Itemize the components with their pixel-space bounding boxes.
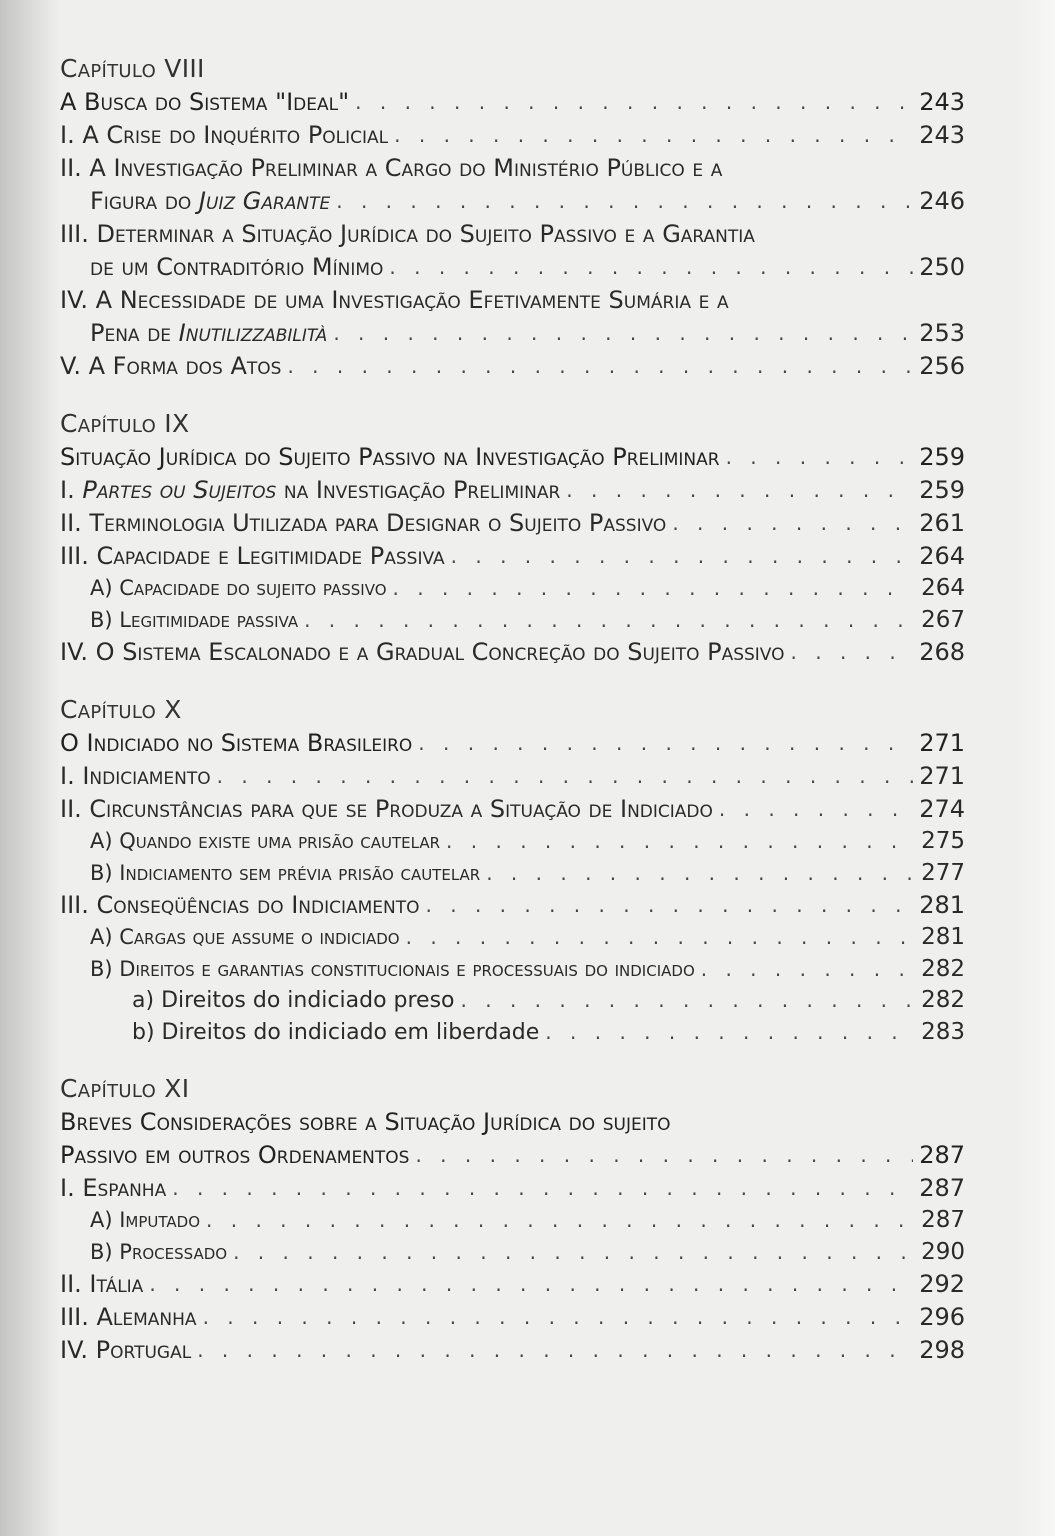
page-number: 292 <box>919 1270 965 1298</box>
leader-dots <box>701 954 913 986</box>
leader-dots <box>461 985 913 1017</box>
toc-subentry <box>60 954 965 986</box>
toc-subentry <box>60 1237 965 1269</box>
page-number: 243 <box>919 88 965 116</box>
entry-label: Figura do Juiz Garante <box>90 187 331 215</box>
toc-entry <box>60 889 965 922</box>
entry-label: III. Alemanha <box>60 1303 197 1331</box>
toc-subsubentry <box>60 985 965 1017</box>
entry-label: IV. A Necessidade de uma Investigação Efetivamente Sumária e a <box>60 286 729 314</box>
page-number: 271 <box>919 762 965 790</box>
entry-label: a) Direitos do indiciado preso <box>132 988 455 1013</box>
leader-dots <box>206 1205 913 1237</box>
chapter-title-line1 <box>60 1106 965 1139</box>
entry-label: B) Indiciamento sem prévia prisão cautelar <box>90 860 481 885</box>
page-number: 283 <box>921 1018 965 1045</box>
chapter-title: Passivo em outros Ordenamentos <box>60 1141 410 1169</box>
toc-subentry <box>60 605 965 637</box>
toc-entry <box>60 540 965 573</box>
page-gutter-shadow <box>0 0 60 1536</box>
leader-dots <box>203 1301 913 1334</box>
page-number: 281 <box>921 924 965 950</box>
chapter-title-row <box>60 86 965 119</box>
leader-dots <box>287 350 913 383</box>
chapter-label: Capítulo X <box>60 695 182 724</box>
table-of-contents <box>60 52 965 1391</box>
leader-dots <box>446 826 913 858</box>
leader-dots <box>172 1172 913 1205</box>
leader-dots <box>355 86 913 119</box>
entry-label: I. Partes ou Sujeitos na Investigação Preliminar <box>60 476 561 504</box>
chapter-title: O Indiciado no Sistema Brasileiro <box>60 729 413 757</box>
leader-dots <box>451 540 913 573</box>
toc-entry <box>60 1301 965 1334</box>
toc-subentry <box>60 858 965 890</box>
leader-dots <box>486 858 913 890</box>
entry-label: B) Processado <box>90 1239 228 1264</box>
chapter-label: Capítulo VIII <box>60 54 205 83</box>
toc-entry-line2 <box>60 317 965 350</box>
page-number: 256 <box>919 352 965 380</box>
page-number: 271 <box>919 729 965 757</box>
entry-label: I. Indiciamento <box>60 762 211 790</box>
toc-entry <box>60 474 965 507</box>
leader-dots <box>406 922 913 954</box>
chapter-title: Breves Considerações sobre a Situação Jurídica do sujeito <box>60 1108 671 1136</box>
page-number: 287 <box>921 1207 965 1233</box>
page-number: 246 <box>919 187 965 215</box>
page-number: 259 <box>919 476 965 504</box>
page-number: 253 <box>919 319 965 347</box>
entry-label: B) Direitos e garantias constitucionais e processuais do indiciado <box>90 956 695 981</box>
page-number: 264 <box>919 542 965 570</box>
leader-dots <box>545 1017 913 1049</box>
leader-dots <box>426 889 913 922</box>
page-number: 274 <box>919 795 965 823</box>
page-number: 261 <box>919 509 965 537</box>
chapter-title-row <box>60 1139 965 1172</box>
toc-entry <box>60 793 965 826</box>
chapter-ix <box>60 407 965 669</box>
toc-entry <box>60 1172 965 1205</box>
page-number: 275 <box>921 828 965 854</box>
page-number: 267 <box>921 606 965 633</box>
entry-label: de um Contraditório Mínimo <box>90 253 384 281</box>
chapter-title: Situação Jurídica do Sujeito Passivo na Investigação Preliminar <box>60 443 720 471</box>
toc-entry-line2 <box>60 185 965 218</box>
entry-label: A) Imputado <box>90 1208 201 1232</box>
page-number: 287 <box>919 1141 965 1169</box>
chapter-label: Capítulo IX <box>60 409 190 438</box>
page-number: 264 <box>921 575 965 601</box>
toc-entry <box>60 1334 965 1367</box>
entry-label: Pena de Inutilizzabilità <box>90 319 328 347</box>
entry-label: A) Capacidade do sujeito passivo <box>90 576 387 600</box>
leader-dots <box>415 1139 913 1172</box>
toc-subentry <box>60 826 965 858</box>
toc-entry-line1 <box>60 152 965 185</box>
entry-label: IV. Portugal <box>60 1336 192 1364</box>
page-number: 296 <box>919 1303 965 1331</box>
leader-dots <box>566 474 913 507</box>
toc-subsubentry <box>60 1017 965 1049</box>
toc-subentry <box>60 922 965 954</box>
leader-dots <box>393 573 913 605</box>
leader-dots <box>233 1237 913 1269</box>
page-number: 282 <box>921 955 965 982</box>
leader-dots <box>418 727 913 760</box>
page-number: 250 <box>919 253 965 281</box>
leader-dots <box>672 507 913 540</box>
toc-subentry <box>60 1205 965 1237</box>
page-number: 287 <box>919 1174 965 1202</box>
entry-label: II. Circunstâncias para que se Produza a Situação de Indiciado <box>60 795 713 823</box>
toc-entry <box>60 760 965 793</box>
leader-dots <box>333 317 913 350</box>
entry-label: I. A Crise do Inquérito Policial <box>60 121 389 149</box>
entry-label: II. Terminologia Utilizada para Designar o Sujeito Passivo <box>60 509 667 537</box>
toc-entry <box>60 350 965 383</box>
leader-dots <box>719 793 913 826</box>
entry-label: B) Legitimidade passiva <box>90 607 299 632</box>
entry-label: A) Cargas que assume o indiciado <box>90 925 400 949</box>
page-number: 243 <box>919 121 965 149</box>
entry-label: III. Conseqüências do Indiciamento <box>60 891 420 919</box>
leader-dots <box>389 251 913 284</box>
page-number: 268 <box>919 638 965 666</box>
toc-entry-line1 <box>60 218 965 251</box>
page-number: 298 <box>919 1336 965 1364</box>
chapter-title-row <box>60 727 965 760</box>
page-number: 290 <box>921 1238 965 1265</box>
toc-entry-line1 <box>60 284 965 317</box>
entry-label: III. Determinar a Situação Jurídica do Sujeito Passivo e a Garantia <box>60 220 755 248</box>
leader-dots <box>336 185 913 218</box>
chapter-title: A Busca do Sistema "Ideal" <box>60 88 350 116</box>
entry-label: II. A Investigação Preliminar a Cargo do Ministério Público e a <box>60 154 723 182</box>
leader-dots <box>217 760 913 793</box>
entry-label: V. A Forma dos Atos <box>60 352 282 380</box>
page-number: 259 <box>919 443 965 471</box>
page-number: 282 <box>921 987 965 1013</box>
chapter-label: Capítulo XI <box>60 1074 190 1103</box>
entry-label: A) Quando existe uma prisão cautelar <box>90 829 441 853</box>
page-number: 281 <box>919 891 965 919</box>
chapter-xi <box>60 1072 965 1367</box>
toc-entry <box>60 636 965 669</box>
page-number: 277 <box>921 859 965 886</box>
leader-dots <box>149 1268 913 1301</box>
entry-label: b) Direitos do indiciado em liberdade <box>132 1019 540 1045</box>
toc-entry-line2 <box>60 251 965 284</box>
chapter-x <box>60 693 965 1048</box>
chapter-title-row <box>60 441 965 474</box>
page-edge-shade <box>1015 0 1055 1536</box>
entry-label: II. Itália <box>60 1270 144 1298</box>
leader-dots <box>197 1334 913 1367</box>
toc-entry <box>60 1268 965 1301</box>
toc-entry <box>60 507 965 540</box>
chapter-viii <box>60 52 965 383</box>
leader-dots <box>726 441 913 474</box>
leader-dots <box>304 605 913 637</box>
entry-label: I. Espanha <box>60 1174 167 1202</box>
leader-dots <box>791 636 913 669</box>
entry-label: III. Capacidade e Legitimidade Passiva <box>60 542 445 570</box>
toc-subentry <box>60 573 965 605</box>
entry-label: IV. O Sistema Escalonado e a Gradual Concreção do Sujeito Passivo <box>60 638 785 666</box>
toc-entry <box>60 119 965 152</box>
leader-dots <box>394 119 913 152</box>
